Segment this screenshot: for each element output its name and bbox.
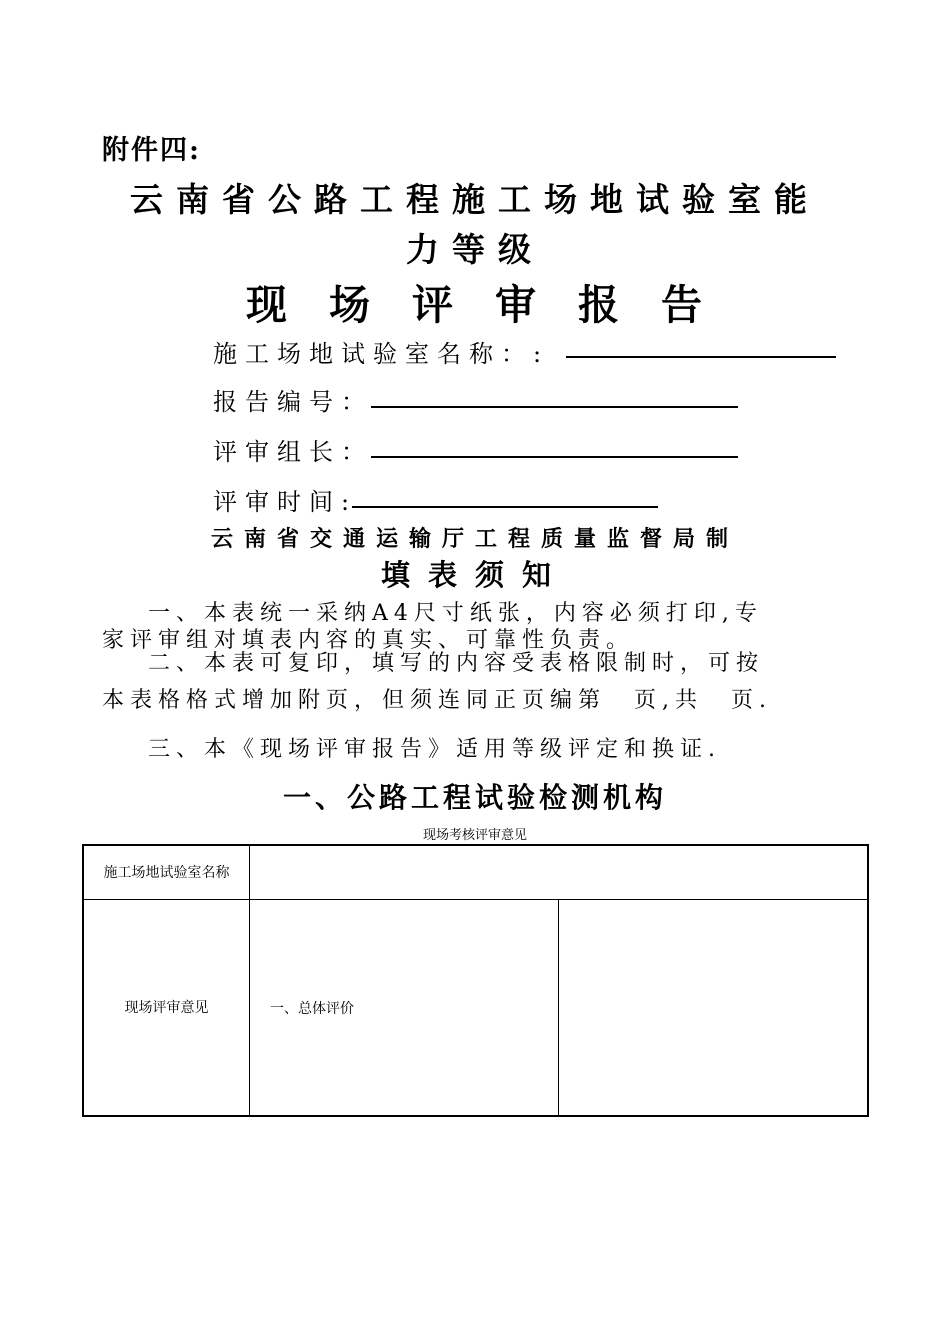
attachment-label: 附件四: [102, 135, 201, 166]
table-caption: 现场考核评审意见 [422, 828, 527, 843]
field-label-team-leader: 评审组长： [213, 438, 373, 466]
field-line-report-number[interactable] [371, 406, 738, 408]
notice-item-2-line2: 本表格格式增加附页，但须连同正页编第 页,共 页. [102, 688, 772, 713]
table-row [83, 900, 868, 1117]
field-label-lab-name: 施工场地试验室名称：: [213, 340, 550, 368]
issuer-line: 云南省交通运输厅工程质量监督局制 [210, 526, 739, 552]
field-label-review-time: 评审时间: [213, 488, 358, 516]
document-title-line1: 云南省公路工程施工场地试验室能 [130, 180, 820, 219]
field-line-review-time[interactable] [352, 506, 658, 508]
notice-title: 填表须知 [380, 558, 569, 592]
field-line-lab-name[interactable] [566, 356, 836, 358]
document-title-line2: 力等级 [406, 230, 544, 269]
field-label-report-number: 报告编号： [213, 388, 373, 416]
section-title: 一、公路工程试验检测机构 [282, 781, 667, 814]
review-table [82, 844, 869, 1117]
notice-item-2-line1: 二、本表可复印，填写的内容受表格限制时，可按 [148, 651, 765, 676]
review-opinion-label-cell: 现场评审意见 [83, 900, 250, 1117]
lab-name-label-cell: 施工场地试验室名称 [83, 845, 250, 900]
lab-name-value-cell[interactable] [250, 845, 869, 900]
field-line-team-leader[interactable] [371, 456, 738, 458]
table-row [83, 845, 868, 900]
report-main-title: 现场评审报告 [246, 281, 744, 329]
overall-evaluation-label: 一、总体评价 [270, 1000, 354, 1017]
notice-item-1-line1: 一、本表统一采纳A4尺寸纸张，内容必须打印,专 [148, 601, 763, 626]
notice-item-1-line2: 家评审组对填表内容的真实、可靠性负责。 [102, 628, 635, 653]
overall-evaluation-value-cell[interactable] [559, 900, 868, 1117]
overall-evaluation-cell [250, 900, 559, 1117]
notice-item-3: 三、本《现场评审报告》适用等级评定和换证. [148, 737, 721, 762]
